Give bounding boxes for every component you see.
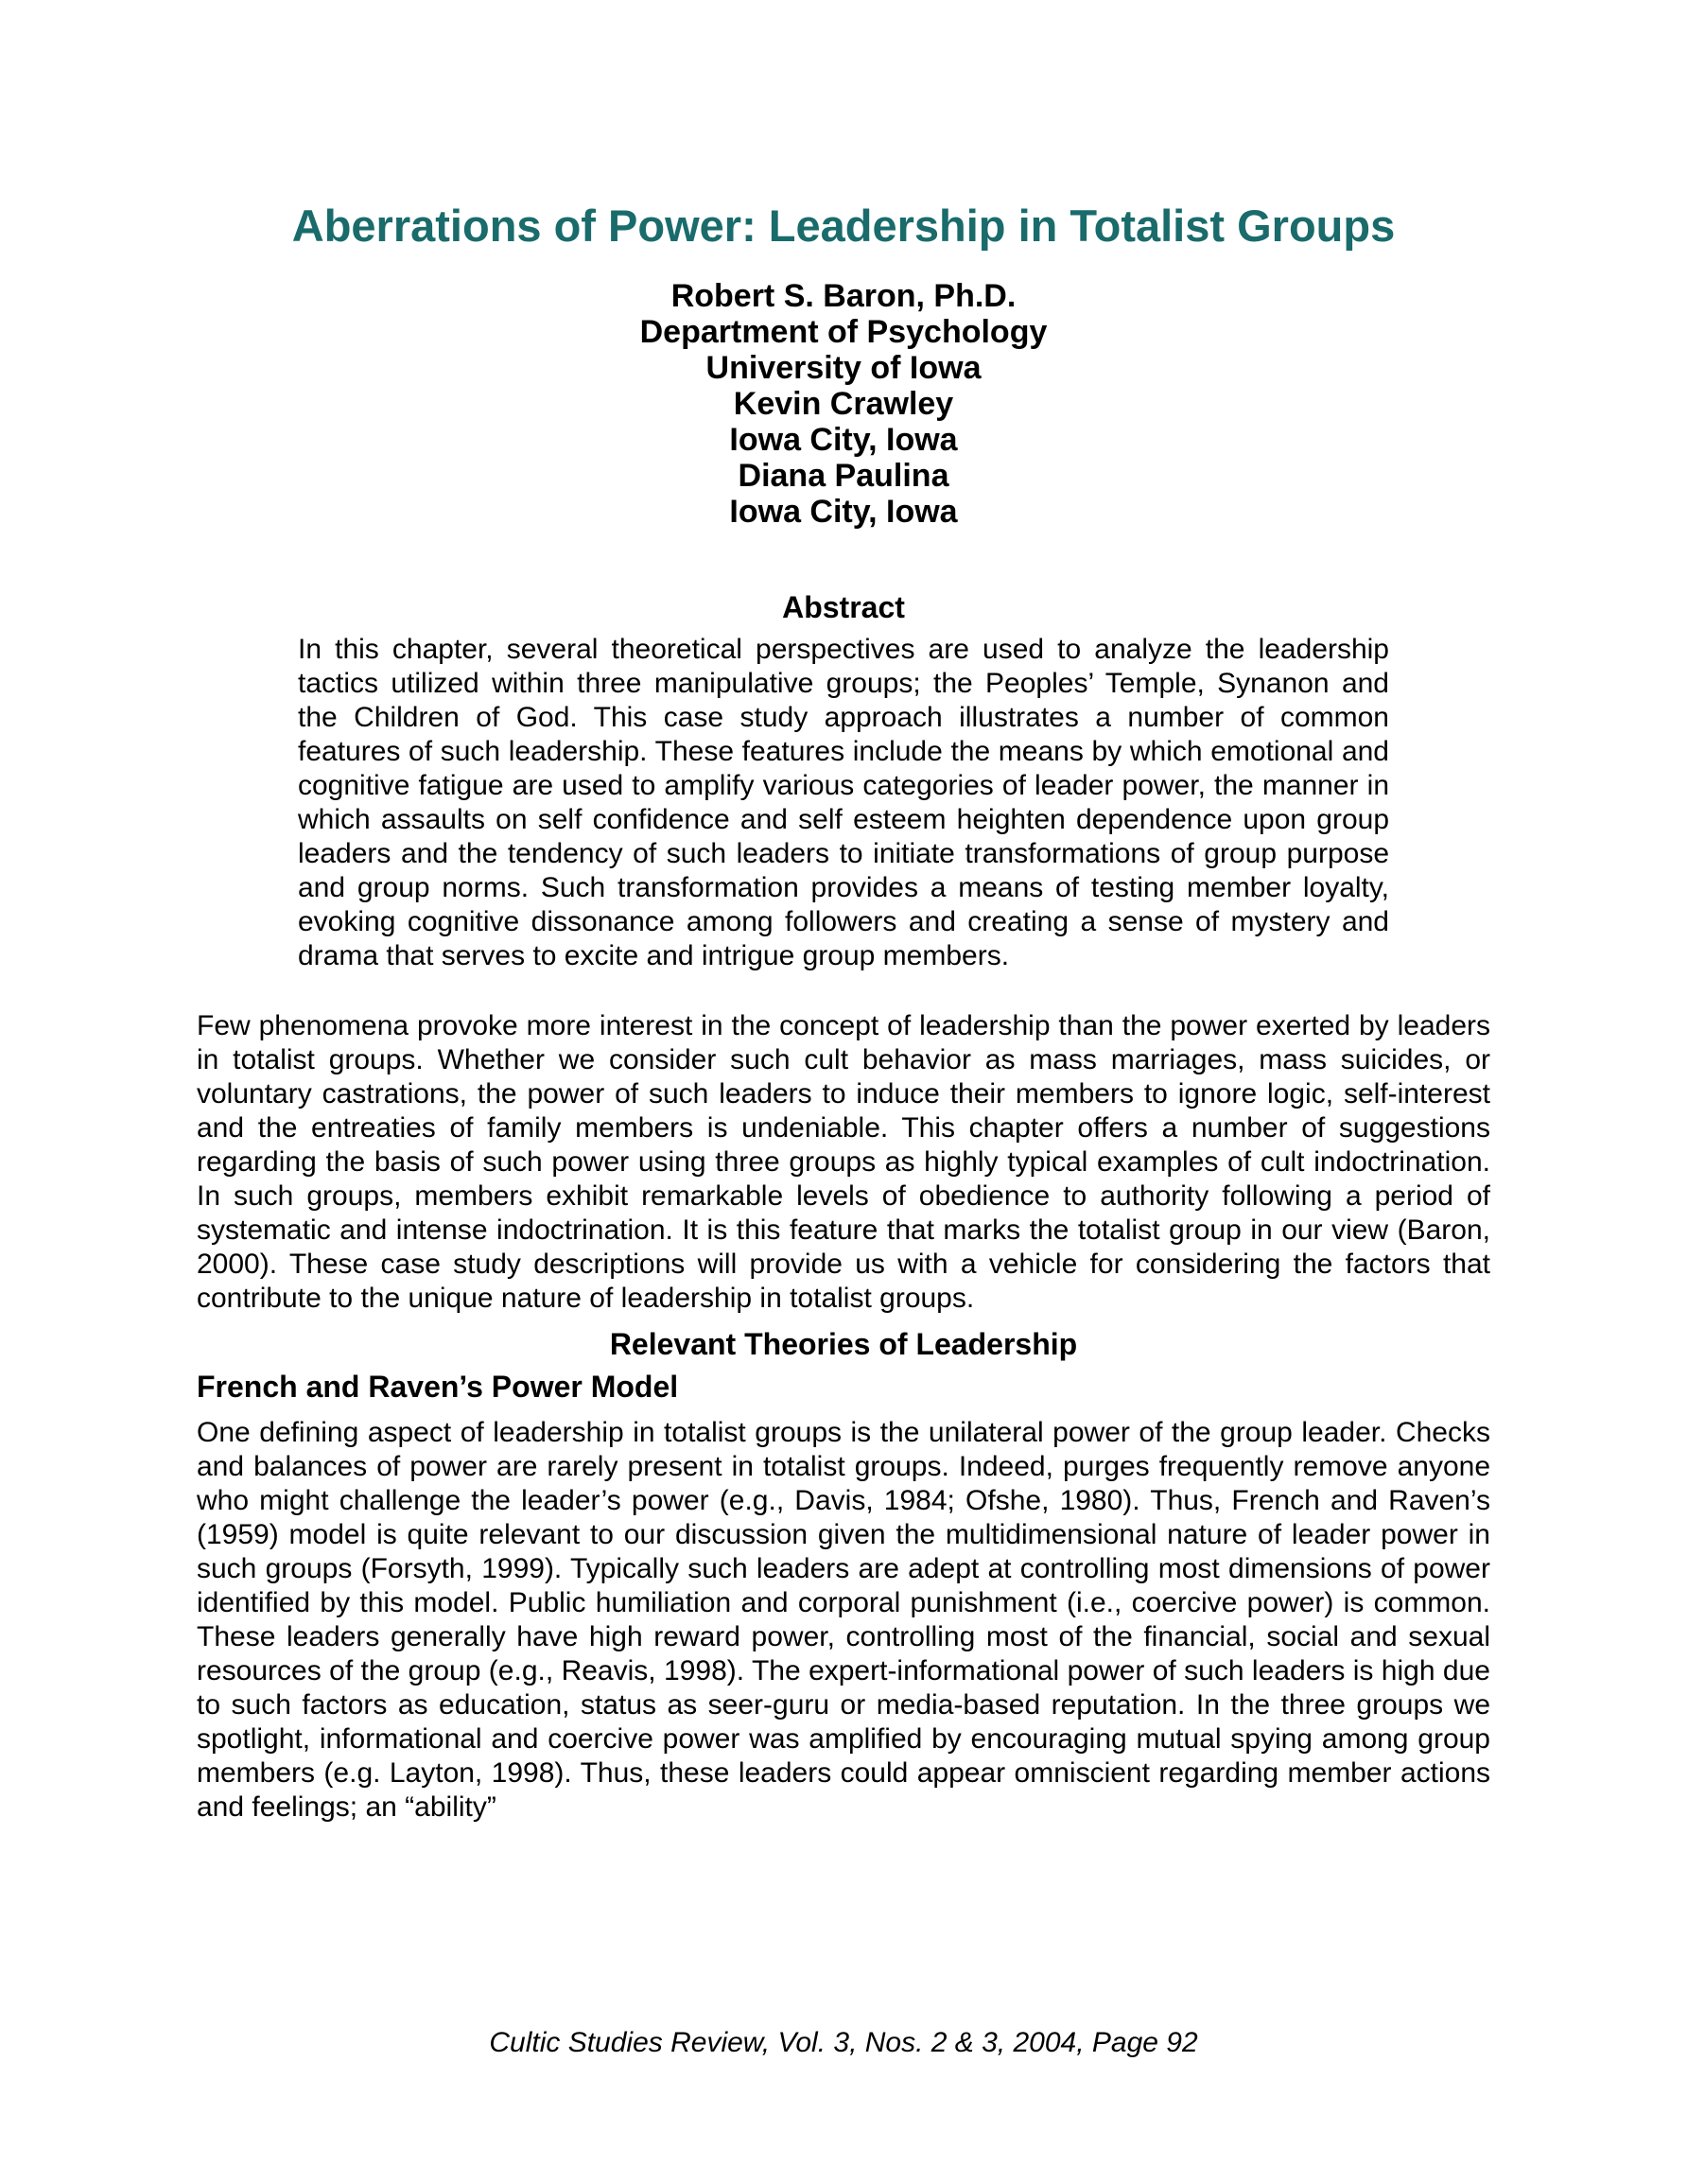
subsection-heading-french-raven: French and Raven’s Power Model	[197, 1370, 679, 1404]
body-paragraph-2: One defining aspect of leadership in totalist groups is the unilateral power of the group leader. Checks and balances of power are rarely present in totalist groups. Indeed, purges frequently remove anyone who might challenge the leader’s power (e.g., Davis, 1984; Ofshe, 1980). Thus, French and Raven’s (1959) model is quite relevant to our discussion given the multidimensional nature of leader power in such groups (Forsyth, 1999). Typically such leaders are adept at controlling most dimensions of power identified by this model. Public humiliation and corporal punishment (i.e., coercive power) is common. These leaders generally have high reward power, controlling most of the financial, social and sexual resources of the group (e.g., Reavis, 1998). The expert-informational power of such leaders is high due to such factors as education, status as seer-guru or media-based reputation. In the three groups we spotlight, informational and coercive power was amplified by encouraging mutual spying among group members (e.g. Layton, 1998). Thus, these leaders could appear omniscient regarding member actions and feelings; an “ability”	[197, 1417, 1490, 1823]
abstract-heading: Abstract	[782, 590, 905, 624]
author-line: Department of Psychology	[639, 314, 1048, 350]
body-paragraph-1: Few phenomena provoke more interest in the concept of leadership than the power exerted by leaders in totalist groups. Whether we consider such cult behavior as mass marriages, mass suicides, or voluntary castrations, the power of such leaders to induce their members to ignore logic, self-interest and the entreaties of family members is undeniable. This chapter offers a number of suggestions regarding the basis of such power using three groups as highly typical examples of cult indoctrination. In such groups, members exhibit remarkable levels of obedience to authority following a period of systematic and intense indoctrination. It is this feature that marks the totalist group in our view (Baron, 2000). These case study descriptions will provide us with a vehicle for considering the factors that contribute to the unique nature of leadership in totalist groups.	[197, 1010, 1490, 1314]
author-line: Kevin Crawley	[733, 386, 954, 422]
section-heading-relevant-theories: Relevant Theories of Leadership	[609, 1327, 1078, 1361]
document-body	[197, 1009, 1490, 1825]
author-line: University of Iowa	[705, 350, 982, 386]
author-line: Diana Paulina	[738, 458, 949, 494]
page-title: Aberrations of Power: Leadership in Totalist Groups	[291, 201, 1396, 251]
author-line: Iowa City, Iowa	[729, 422, 958, 458]
abstract-text: In this chapter, several theoretical perspectives are used to analyze the leadership tactics utilized within three manipulative groups; the Peoples’ Temple, Synanon and the Children of God. This case study approach illustrates a number of common features of such leadership. These features include the means by which emotional and cognitive fatigue are used to amplify various categories of leader power, the manner in which assaults on self confidence and self esteem heighten dependence upon group leaders and the tendency of such leaders to initiate transformations of group purpose and group norms. Such transformation provides a means of testing member loyalty, evoking cognitive dissonance among followers and creating a sense of mystery and drama that serves to excite and intrigue group members.	[298, 634, 1389, 971]
author-block	[0, 278, 1687, 530]
footer-text: Cultic Studies Review, Vol. 3, Nos. 2 & 3, 2004, Page 92	[489, 2027, 1198, 2058]
author-line: Robert S. Baron, Ph.D.	[670, 278, 1017, 314]
author-line: Iowa City, Iowa	[729, 494, 958, 530]
